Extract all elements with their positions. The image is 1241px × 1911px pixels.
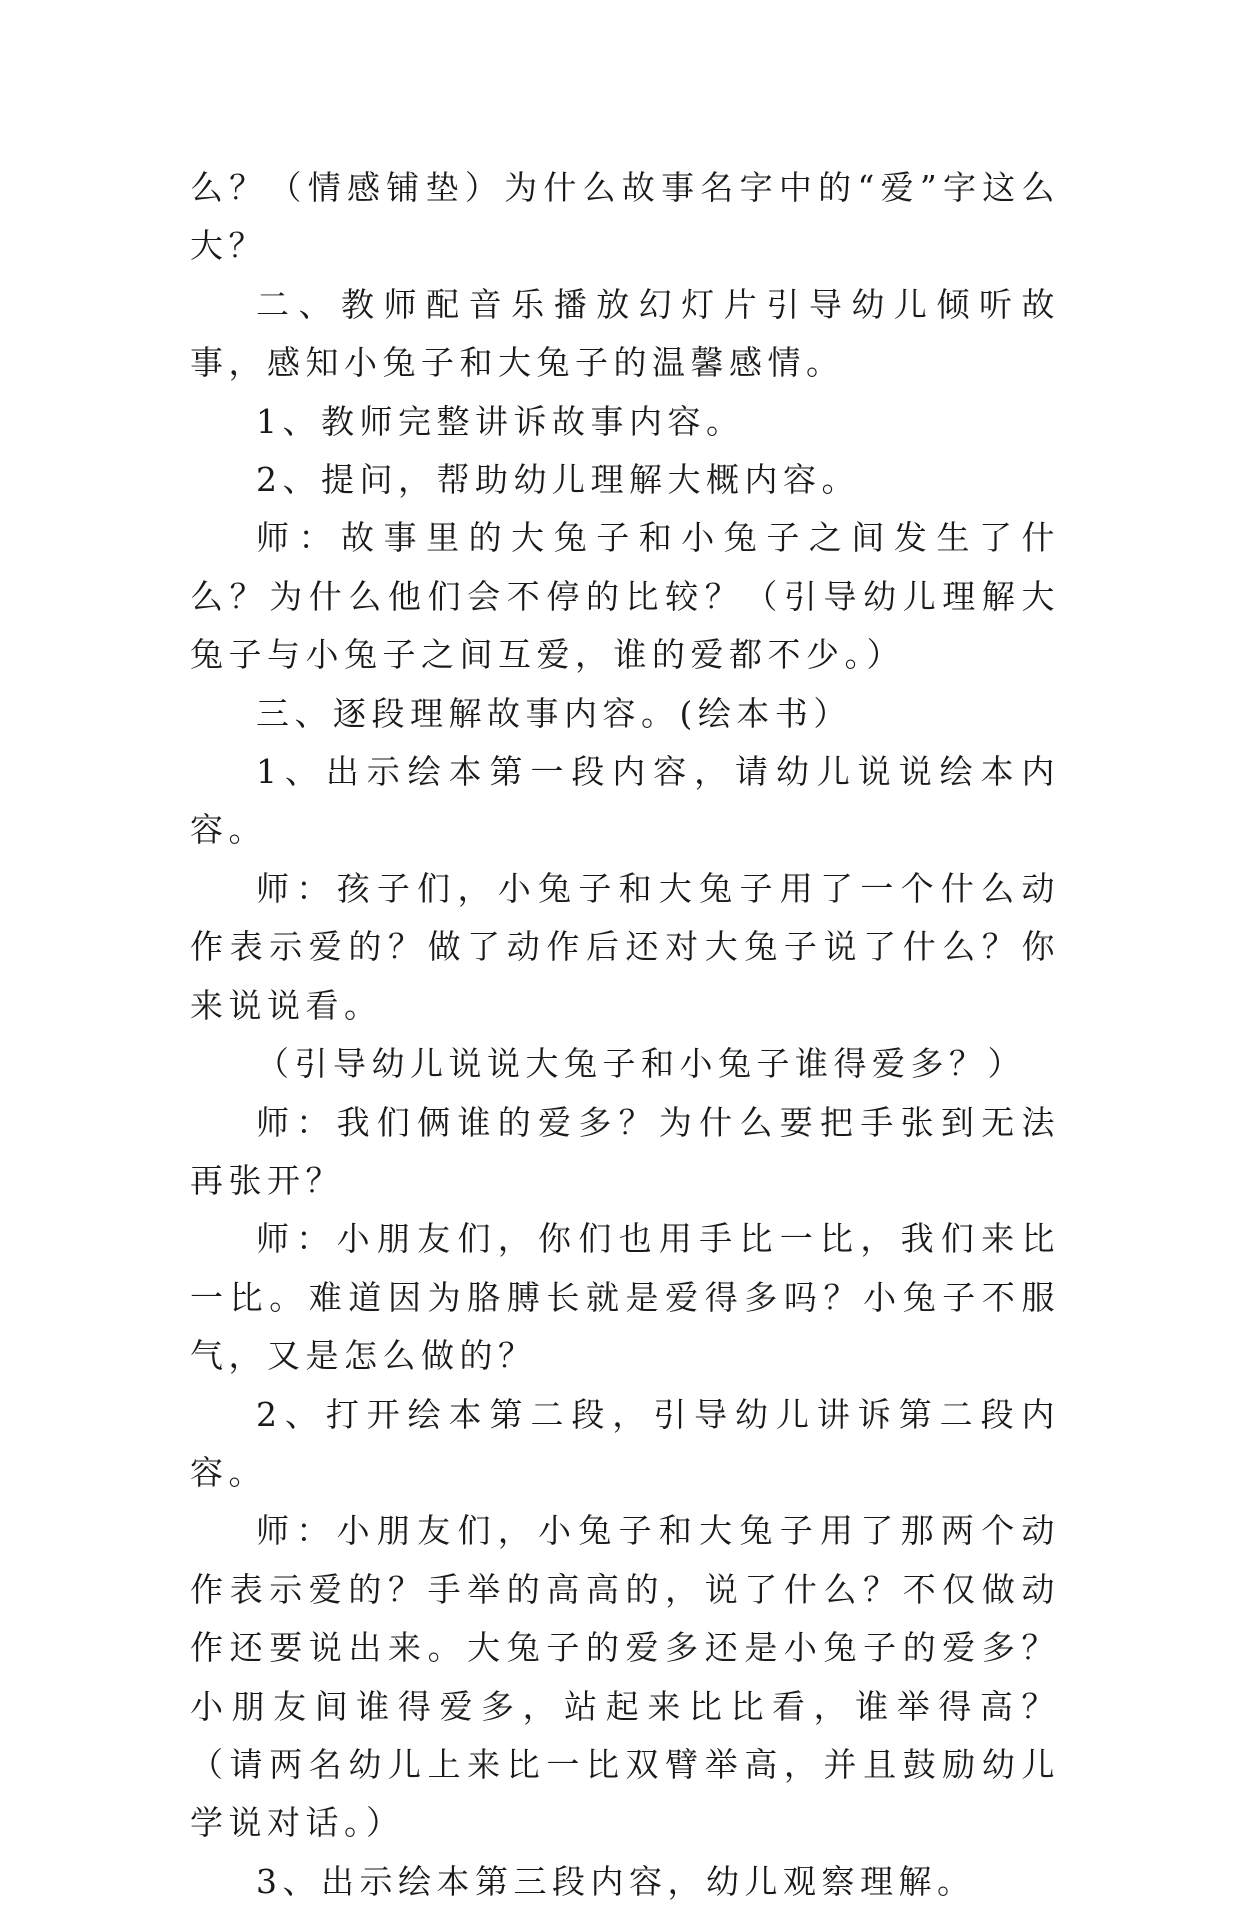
paragraph-12: 2、打开绘本第二段，引导幼儿讲诉第二段内容。 xyxy=(190,1394,1060,1492)
paragraph-4: 2、提问，帮助幼儿理解大概内容。 xyxy=(256,460,860,500)
paragraph-14: 3、出示绘本第三段内容，幼儿观察理解。 xyxy=(256,1861,976,1901)
paragraph-3: 1、教师完整讲诉故事内容。 xyxy=(256,401,745,441)
paragraph-6: 三、逐段理解故事内容。(绘本书） xyxy=(256,693,852,733)
paragraph-10: 师：我们俩谁的爱多？为什么要把手张到无法再张开？ xyxy=(190,1102,1060,1200)
paragraph-2: 二、教师配音乐播放幻灯片引导幼儿倾听故事，感知小兔子和大兔子的温馨感情。 xyxy=(190,284,1060,383)
paragraph-7: 1、出示绘本第一段内容，请幼儿说说绘本内容。 xyxy=(190,752,1060,850)
document-page xyxy=(190,159,1060,1911)
paragraph-11: 师：小朋友们，你们也用手比一比，我们来比一比。难道因为胳膊长就是爱得多吗？小兔子不服气，又是怎么做的？ xyxy=(190,1219,1060,1376)
paragraph-8: 师：孩子们，小兔子和大兔子用了一个什么动作表示爱的？做了动作后还对大兔子说了什么？你来说说看。 xyxy=(190,868,1060,1025)
paragraph-1: 么？（情感铺垫）为什么故事名字中的“爱”字这么大？ xyxy=(190,168,1060,266)
paragraph-13: 师：小朋友们，小兔子和大兔子用了那两个动作表示爱的？手举的高高的，说了什么？不仅做动作还要说出来。大兔子的爱多还是小兔子的爱多？小朋友间谁得爱多，站起来比比看，谁举得高？（请两名幼儿上来比一比双臂举高，并且鼓励幼儿学说对话。） xyxy=(190,1511,1060,1843)
paragraph-5: 师：故事里的大兔子和小兔子之间发生了什么？为什么他们会不停的比较？（引导幼儿理解大兔子与小兔子之间互爱，谁的爱都不少。） xyxy=(190,518,1060,675)
paragraph-9: （引导幼儿说说大兔子和小兔子谁得爱多？） xyxy=(256,1044,1026,1084)
